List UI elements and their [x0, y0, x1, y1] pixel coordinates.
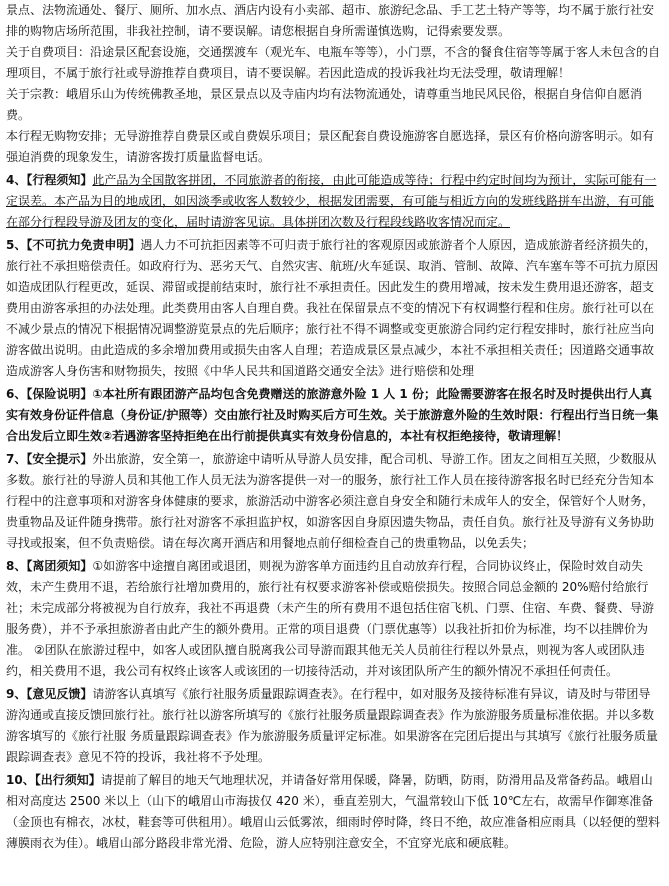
shopping-paragraph: 景点、法物流通处、餐厅、厕所、加水点、酒店内设有小卖部、超市、旅游纪念品、手工艺土特产等等，均不属于旅行社安排的购物店场所范围，非我社控制，请不要误解。请您根据自身所需谨慎选购，记得索要发票。 [6, 3, 655, 38]
section-title: 【行程须知】 [26, 173, 93, 187]
section-number: 9、 [6, 687, 27, 701]
section-number: 6、 [6, 387, 27, 401]
section-body: ①如游客中途擅自离团或退团，则视为游客单方面违约且自动放弃行程，合同协议终止，保险时效自动失效，未产生费用不退，若给旅行社增加费用的，旅行社有权要求游客补偿或赔偿损失。按照合同总金额的 20%赔付给旅行社；未完成部分将被视为自行放弃，我社不再退费（未产生的所有费用不退包括住宿飞机、门票、住宿、车费、餐费、导游服务费），并不予承担旅游者由此产生的额外费用。正常的项目退费（门票优惠等）以我社折扣价为标准，均不以挂牌价为准。 ②团队在旅游过程中，如客人或团队擅自脱离我公司导游而跟其他无关人员前往行程以外景点，则视为客人或团队违约，相关费用不退，我公司有权终止该客人或该团的一切接待活动，并对该团队所产生的额外情况不承担任何责任。 [6, 559, 655, 678]
section-title: 【不可抗力免责申明】 [26, 238, 141, 252]
section-title: 【离团须知】 [26, 559, 93, 573]
section-title: 【出行须知】 [34, 773, 101, 787]
section-body: 外出旅游，安全第一，旅游途中请听从导游人员安排，配合司机、导游工作。团友之间相互关照，少数服从多数。旅行社的导游人员和其他工作人员无法为游客提供一对一的服务，旅行社工作人员在接待游客报名时已经充分告知本行程中的注意事项和对游客身体健康的要求，旅游活动中游客必须注意自身安全和随行未成年人的安全，保管好个人财务，贵重物品及证件随身携带。旅行社对游客不承担监护权，如游客因自身原因遗失物品，责任自负。旅行社及导游有义务协助寻找或报案，但不负责赔偿。请在每次离开酒店和用餐地点前仔细检查自己的贵重物品，以免丢失； [6, 452, 657, 550]
section-number: 8、 [6, 559, 27, 573]
section-safety [6, 449, 661, 554]
section-body: ①本社所有跟团游产品均包含免费赠送的旅游意外险 1 人 1 份；此险需要游客在报名时及时提供出行人真实有效身份证件信息（身份证/护照等）交由旅行社及时购买后方可生效。关于旅游意外险的生效时限：行程出行当日统一集合出发后立即生效②若遇游客坚持拒绝在出行前提供真实有效身份信息的，本社有权拒绝接待，敬请理解！ [6, 387, 659, 443]
section-leaving-group [6, 556, 661, 682]
section-underlined-text: 此产品为全国散客拼团，不同旅游者的衔接，由此可能造成等待；行程中约定时间均为预计，实际可能有一定误差。本产品为目的地成团，如因淡季或收客人数较少，根据发团需要，有可能与相近方向的发班线路拼车出游，有可能在部分行程段导游及团友的变化，届时请游客见谅。具体拼团次数及行程段线路收客情况而定。 [6, 173, 657, 229]
religion-paragraph: 关于宗教：峨眉乐山为传统佛教圣地，景区景点以及寺庙内均有法物流通处，请尊重当地民风民俗，根据自身信仰自愿消费。 [6, 87, 643, 122]
section-body: 请提前了解目的地天气地理状况，并请备好常用保暖，降暑，防晒，防雨，防滑用品及常备药品。峨眉山相对高度达 2500 米以上（山下的峨眉山市海拔仅 420 米），垂直差别大，气温常较山下低 10℃左右，故需早作御寒准备（金顶也有棉衣，冰杖，鞋套等可供租用）。峨眉山云低雾浓，细雨时停时降，终日不绝，故应准备相应雨具（以轻便的塑料薄膜雨衣为佳）。峨眉山部分路段非常光滑、危险，游人应特别注意安全，不宜穿光底和硬底鞋。 [6, 773, 661, 850]
section-body: 请游客认真填写《旅行社服务质量跟踪调查表》。在行程中，如对服务及接待标准有异议，请及时与带团导游沟通或直接反馈回旅行社。旅行社以游客所填写的《旅行社服务质量跟踪调查表》作为旅游服务质量标准依据。并以多数游客填写的《旅行社服 务质量跟踪调查表》作为旅游服务质量评定标准。如果游客在完团后提出与其填写《旅行社服务质量跟踪调查表》意见不符的投诉，我社将不予处理。 [6, 687, 658, 764]
section-number: 10、 [6, 773, 35, 787]
self-pay-paragraph: 关于自费项目：沿途景区配套设施，交通摆渡车（观光车、电瓶车等等），小门票，不含的餐食住宿等等属于客人未包含的自理项目，不属于旅行社或导游推荐自费项目，请不要误解。若因此造成的投诉我社均无法受理，敬请理解！ [6, 45, 661, 80]
section-body: 遇人力不可抗拒因素等不可归责于旅行社的客观原因或旅游者个人原因，造成旅游者经济损失的，旅行社不承担赔偿责任。如政府行为、恶劣天气、自然灾害、航班/火车延误、取消、管制、故障、汽车塞车等不可抗力原因如造成团队行程更改，延误、滞留或提前结束时，旅行社不承担责任。因此发生的费用增减，按未发生费用退还游客，超支费用由游客承担的办法处理。此类费用由客人自理自费。我社在保留景点不变的情况下有权调整行程和住房。旅行社可以在不减少景点的情况下根据情况调整游览景点的先后顺序；旅行社不得不调整或变更旅游合同约定行程安排时，旅行社应当向游客做出说明。由此造成的多余增加费用或损失由客人自理；若造成景区景点减少，本社不承担相关责任；因道路交通事故造成游客人身伤害和财物损失，按照《中华人民共和国道路交通安全法》进行赔偿和处理 [6, 238, 659, 378]
no-shopping-paragraph: 本行程无购物安排；无导游推荐自费景区或自费娱乐项目；景区配套自费设施游客自愿选择，景区有价格向游客明示。如有强迫消费的现象发生，请游客拨打质量监督电话。 [6, 129, 655, 164]
section-feedback [6, 684, 661, 768]
section-title: 【意见反馈】 [26, 687, 93, 701]
section-travel-notes [6, 770, 661, 854]
section-itinerary-notes [6, 170, 661, 233]
section-number: 5、 [6, 238, 27, 252]
section-number: 4、 [6, 173, 27, 187]
section-number: 7、 [6, 452, 27, 466]
section-insurance [6, 384, 661, 447]
section-force-majeure [6, 235, 661, 382]
section-title: 【保险说明】 [26, 387, 93, 401]
section-title: 【安全提示】 [26, 452, 93, 466]
